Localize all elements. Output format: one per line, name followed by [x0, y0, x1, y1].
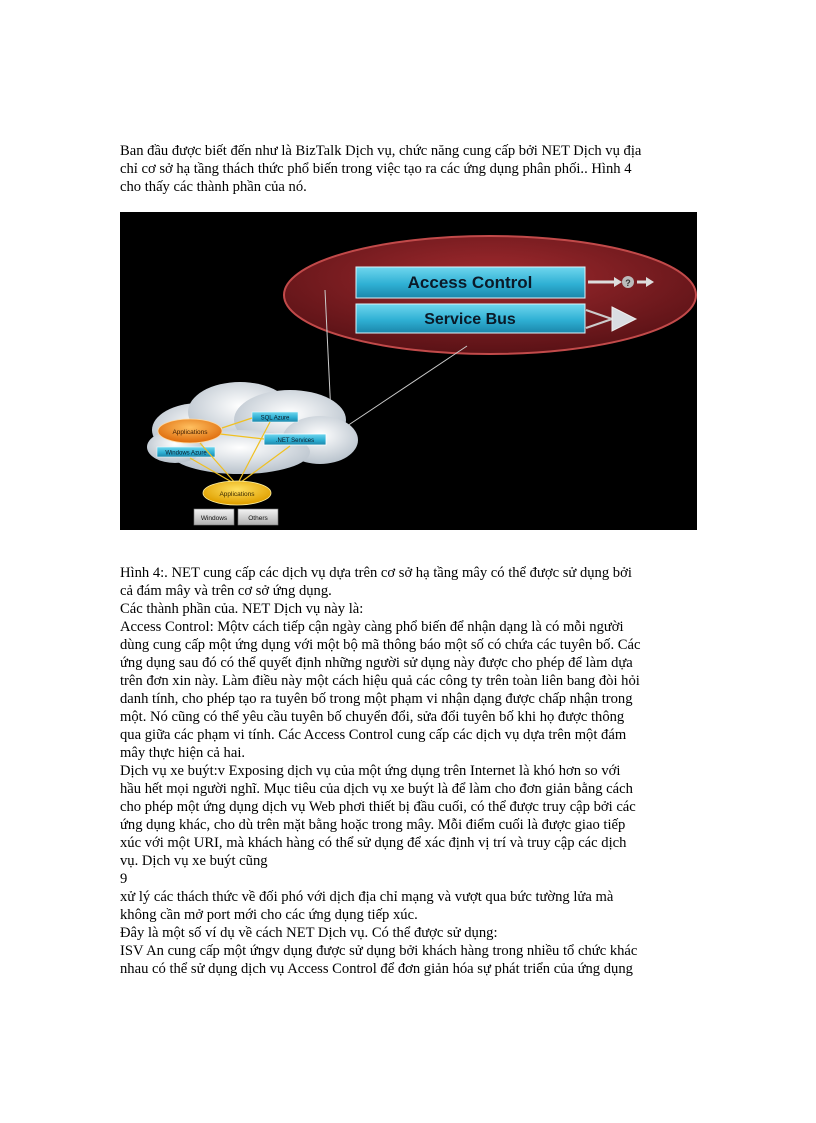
service-bus-label: Service Bus [424, 311, 516, 328]
applications-client-label: Applications [219, 491, 255, 498]
sql-azure-label: SQL Azure [260, 415, 290, 422]
text-line: nhau có thể sử dụng dịch vụ Access Control để đơn giản hóa sự phát triển của ứng dụng [120, 961, 633, 977]
access-control-label: Access Control [407, 273, 533, 292]
text-line: xử lý các thách thức về đối phó với dịch địa chỉ mạng và vượt qua bức tường lửa mà [120, 889, 614, 905]
text-line: hầu hết mọi người nghĩ. Mục tiêu của dịch vụ xe buýt là để làm cho đơn giản bằng cách [120, 781, 633, 797]
text-line: xúc với một URI, mà khách hàng có thể sử dụng để xác định vị trí và truy cập các dịch [120, 835, 627, 851]
svg-text:?: ? [625, 278, 631, 288]
text-line: qua giữa các phạm vi tính. Các Access Control cung cấp các dịch vụ dựa trên một đám [120, 727, 627, 743]
text-line: danh tính, cho phép tạo ra tuyên bố trong một phạm vi nhận dạng được chấp nhận trong [120, 691, 633, 707]
text-line: ứng dụng khác, cho dù trên mặt bằng hoặc trong mây. Mỗi điểm cuối là được giao tiếp [120, 817, 626, 833]
windows-label: Windows [200, 515, 228, 522]
text-line: trên đơn xin này. Làm điều này một cách hiệu quả các công ty trên toàn liên bang đòi hỏi [120, 673, 640, 689]
text-line: ISV An cung cấp một ứngv dụng được sử dụng bởi khách hàng trong nhiều tổ chức khác [120, 943, 638, 959]
text-line: cho thấy các thành phần của nó. [120, 179, 307, 195]
text-line: Ban đầu được biết đến như là BizTalk Dịch vụ, chức năng cung cấp bởi NET Dịch vụ địa [120, 143, 642, 159]
text-line: Đây là một số ví dụ về cách NET Dịch vụ. Có thể được sử dụng: [120, 925, 498, 941]
text-line: chỉ cơ sở hạ tầng thách thức phổ biến trong việc tạo ra các ứng dụng phân phối.. Hình 4 [120, 161, 632, 177]
text-line: Access Control: Mộtv cách tiếp cận ngày càng phổ biến để nhận dạng là có mỗi người [120, 619, 624, 635]
text-line: không cần mở port mới cho các ứng dụng tiếp xúc. [120, 907, 418, 923]
body-paragraphs [120, 564, 700, 978]
page-number: 9 [120, 871, 128, 887]
net-services-figure [120, 212, 697, 530]
text-line: dùng cung cấp một ứng dụng với một bộ mã thông báo một số có chứa các tuyên bố. Các [120, 637, 641, 653]
text-line: Các thành phần của. NET Dịch vụ này là: [120, 601, 364, 617]
text-line: mây thực hiện cả hai. [120, 745, 246, 761]
others-label: Others [248, 515, 268, 522]
net-services-label: .NET Services [275, 438, 315, 444]
connector-line [332, 346, 467, 436]
text-line: cho phép một ứng dụng dịch vụ Web phơi thiết bị đầu cuối, có thể được truy cập bởi các [120, 799, 636, 815]
text-line: Dịch vụ xe buýt:v Exposing dịch vụ của một ứng dụng trên Internet là khó hơn so với [120, 763, 621, 779]
windows-azure-label: Windows Azure [165, 450, 207, 457]
text-line: một. Nó cũng có thể yêu cầu tuyên bố chuyển đổi, sửa đổi tuyên bố khi họ được thông [120, 709, 625, 725]
intro-paragraph [120, 142, 700, 196]
figure-caption: Hình 4:. NET cung cấp các dịch vụ dựa trên cơ sở hạ tầng mây có thể được sử dụng bởi [120, 565, 632, 581]
text-line: vụ. Dịch vụ xe buýt cũng [120, 853, 268, 869]
text-line: cả đám mây và trên cơ sở ứng dụng. [120, 583, 332, 599]
applications-cloud-label: Applications [172, 429, 208, 436]
text-line: ứng dụng sau đó có thể quyết định những người sử dụng này được cho phép để làm dựa [120, 655, 633, 671]
